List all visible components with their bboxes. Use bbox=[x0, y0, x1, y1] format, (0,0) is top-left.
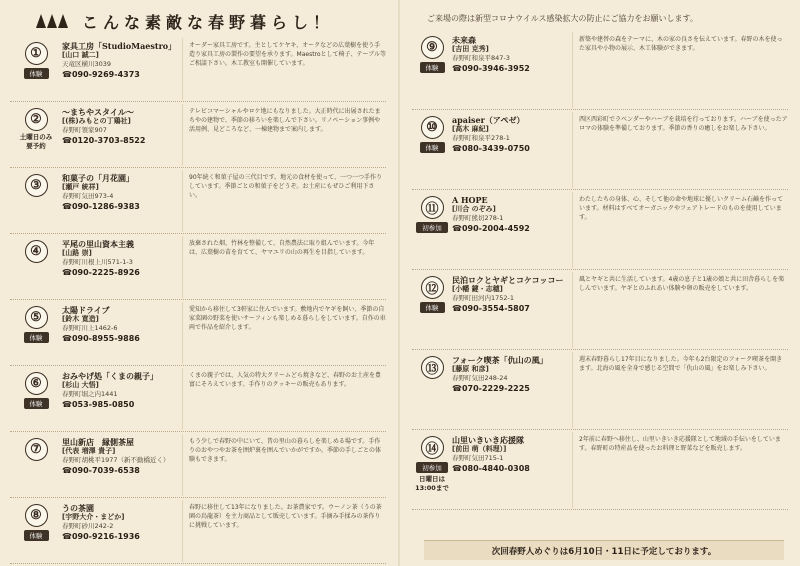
shop-description: もう少しで春野の中にいて、昔の里山の暮らしを楽しめる場です。手作りのおやつやお茶を囲炉裏を囲んでいかがですか。季節の手しごとの体験もできます。 bbox=[182, 434, 386, 496]
shop-description: 愛知から移住して3軒家に住んでいます。敷地内でヤギを飼い、季節の自家菜園の野菜を使いサーフィンも楽しめる暮らしをしています。自作の車両で作品を紹介します。 bbox=[182, 302, 386, 364]
entry-info bbox=[452, 112, 572, 188]
entry-info bbox=[452, 352, 572, 428]
shop-entry bbox=[10, 300, 386, 366]
experience-badge: 体験 bbox=[420, 142, 445, 153]
entry-info bbox=[452, 272, 572, 348]
entry-number: ⑬ bbox=[421, 356, 444, 379]
entry-info bbox=[62, 170, 182, 232]
entry-number-column bbox=[10, 236, 62, 298]
shop-entry bbox=[412, 190, 788, 270]
entry-number-column bbox=[412, 272, 452, 348]
owner-name: [吉田 克秀] bbox=[452, 45, 489, 54]
entry-info bbox=[62, 500, 182, 562]
shop-name: 和菓子の「月花園」 bbox=[62, 173, 134, 183]
shop-description: 週末春野暮らし17年目になりました。今年も2台限定のフォーク喫茶を開きます。北海の風を全身で感じる空間で「仇山の風」をお楽しみ下さい。 bbox=[572, 352, 788, 428]
entry-info bbox=[62, 368, 182, 430]
entry-number-column bbox=[10, 170, 62, 232]
experience-badge: 初参加 bbox=[416, 222, 448, 233]
owner-name: [宇野大介・まどか] bbox=[62, 513, 125, 522]
shop-name: 山里いきいき応援隊 bbox=[452, 435, 524, 445]
phone-number[interactable]: ☎080-3439-0750 bbox=[452, 143, 530, 153]
shop-address: 春野町気田973-4 bbox=[62, 192, 114, 201]
owner-name: [杉山 大悟] bbox=[62, 381, 99, 390]
phone-number[interactable]: ☎090-7039-6538 bbox=[62, 465, 140, 475]
entry-info bbox=[62, 434, 182, 496]
shop-entry bbox=[412, 110, 788, 190]
owner-name: [高木 麻紀] bbox=[452, 125, 489, 134]
shop-description: オーダー家具工房です。主としてケヤキ、オークなどの広葉樹を使う手造り家具工房の製作の要望を承ります。Maestroとして椅子、テーブル等ご相談下さい。木工教室も開催しています。 bbox=[182, 38, 386, 100]
shop-name: 太陽ドライブ bbox=[62, 305, 110, 315]
shop-name: 民泊ロクとヤギとコケコッコー bbox=[452, 275, 564, 285]
experience-badge: 体験 bbox=[420, 302, 445, 313]
shop-entry bbox=[10, 102, 386, 168]
phone-number[interactable]: ☎053-985-0850 bbox=[62, 399, 135, 409]
shop-description: 春野に移住して13年になりました。お茶農家です。ウーノン茶（うの茶園の烏龍茶）を主力商品として販売しています。手摘み手揉みの茶作りに挑戦しています。 bbox=[182, 500, 386, 562]
shop-name: apaiser（アペゼ） bbox=[452, 115, 525, 125]
shop-name: おみやげ処「くまの親子」 bbox=[62, 371, 158, 381]
shop-address: 春野町田河内1752-1 bbox=[452, 294, 515, 303]
shop-name: 未来森 bbox=[452, 35, 476, 45]
entry-number: ⑦ bbox=[25, 438, 48, 461]
entry-number: ⑪ bbox=[421, 196, 444, 219]
entry-number-column bbox=[412, 32, 452, 108]
footer-banner: 次回春野人めぐりは6月10日・11日に予定しております。 bbox=[424, 540, 784, 560]
shop-address: 春野町熊切278-1 bbox=[452, 214, 504, 223]
shop-name: 平尾の里山資本主義 bbox=[62, 239, 134, 249]
phone-number[interactable]: ☎090-3554-5807 bbox=[452, 303, 530, 313]
shop-address: 天竜区横川3039 bbox=[62, 60, 112, 69]
phone-number[interactable]: ☎080-4840-0308 bbox=[452, 463, 530, 473]
shop-entry bbox=[10, 234, 386, 300]
experience-badge: 体験 bbox=[24, 398, 49, 409]
shop-description: テレビコマーシャルやロケ地にもなりました。大正時代に出展されたまちやの建物で、季節の移ろいを楽しんで下さい。リノベーション事例や活用例、見どころなど、一棟建物まで案内します。 bbox=[182, 104, 386, 166]
phone-number[interactable]: ☎0120-3703-8522 bbox=[62, 135, 146, 145]
entry-number: ⑥ bbox=[25, 372, 48, 395]
shop-description: 新築や建替の森をテーマに、木の家の良さを伝えています。春野の木を使った家具や小物の展示、木工体験ができます。 bbox=[572, 32, 788, 108]
entry-note: 日曜日は13:00まで bbox=[415, 475, 449, 492]
shop-description: 2年前に春野へ移住し、山里いきいき応援隊として地域の手伝いをしています。春野町の特産品を使ったお料理と野菜などを販売します。 bbox=[572, 432, 788, 508]
entry-number-column bbox=[412, 112, 452, 188]
shop-name: A HOPE bbox=[452, 195, 488, 205]
entry-number: ⑧ bbox=[25, 504, 48, 527]
tree-icon bbox=[47, 14, 57, 28]
owner-name: [川合 のぞみ] bbox=[452, 205, 496, 214]
shop-address: 春野町和泉平847-3 bbox=[452, 54, 510, 63]
shop-entry bbox=[412, 350, 788, 430]
shop-name: ～まちやスタイル～ bbox=[62, 107, 134, 117]
entry-number: ⑭ bbox=[421, 436, 444, 459]
page-title: こんな素敵な春野暮らし！ bbox=[82, 12, 335, 32]
phone-number[interactable]: ☎090-1286-9383 bbox=[62, 201, 140, 211]
page-header bbox=[10, 6, 386, 36]
phone-number[interactable]: ☎070-2229-2225 bbox=[452, 383, 530, 393]
experience-badge: 初参加 bbox=[416, 462, 448, 473]
shop-address: 春野町堀之内1441 bbox=[62, 390, 118, 399]
entry-number: ⑫ bbox=[421, 276, 444, 299]
owner-name: [前田 萌（料理）] bbox=[452, 445, 507, 454]
shop-entry bbox=[412, 430, 788, 510]
entry-info bbox=[62, 38, 182, 100]
entry-info bbox=[62, 302, 182, 364]
shop-entry bbox=[10, 366, 386, 432]
shop-address: 春野町気田248-24 bbox=[452, 374, 508, 383]
owner-name: [山路 崇] bbox=[62, 249, 92, 258]
shop-description: わたしたちの身体、心、そして他の命や地球に優しいクリーム石鹸を作っています。材料はすべてオーガニックやフェアトレードのものを使用しています。 bbox=[572, 192, 788, 268]
shop-description: 西区西彩町でラベンダーやハーブを栽培を行っております。ハーブを使ったアロマの体験を準備しております。季節の香りの癒しをお楽しみ下さい。 bbox=[572, 112, 788, 188]
entry-number: ① bbox=[25, 42, 48, 65]
shop-address: 春野町砂川242-2 bbox=[62, 522, 114, 531]
shop-description: くまの親子では、人気の特大クリームどら焼きなど、春野のお土産を豊富にそろえています。手作りのクッキーの販売もあります。 bbox=[182, 368, 386, 430]
entry-number: ④ bbox=[25, 240, 48, 263]
left-page bbox=[0, 0, 396, 566]
owner-name: [鈴木 寛造] bbox=[62, 315, 99, 324]
shop-address: 春野町川上1462-6 bbox=[62, 324, 118, 333]
experience-badge: 体験 bbox=[24, 68, 49, 79]
shop-description: 放棄された畑、竹林を整備して、自然農法に取り組んでいます。今年は、広葉樹の苗を育てて、ヤマユリの山の再生を目指しています。 bbox=[182, 236, 386, 298]
shop-description: 90年続く和菓子屋の三代目です。地元の食材を使って、一つ一つ手作りしています。季節ごとの和菓子をどうぞ。お土産にもぜひご利用下さい。 bbox=[182, 170, 386, 232]
entry-number-column bbox=[10, 302, 62, 364]
entry-info bbox=[62, 104, 182, 166]
shop-description: 風とヤギと共に生活しています。4歳の息子と1歳の娘と共に田舎暮らしを楽しんでいます。ヤギとのふれあい体験や卵の販売をしています。 bbox=[572, 272, 788, 348]
entry-number-column bbox=[10, 500, 62, 562]
shop-name: うの茶園 bbox=[62, 503, 94, 513]
shop-entry bbox=[10, 432, 386, 498]
entry-number: ⑤ bbox=[25, 306, 48, 329]
entry-number-column bbox=[10, 38, 62, 100]
entry-number: ② bbox=[25, 108, 48, 131]
right-page bbox=[402, 0, 798, 566]
entry-number-column bbox=[10, 434, 62, 496]
phone-number[interactable]: ☎090-3946-3952 bbox=[452, 63, 530, 73]
phone-number[interactable]: ☎090-2225-8926 bbox=[62, 267, 140, 277]
tree-icons bbox=[36, 14, 68, 28]
shop-entry bbox=[10, 168, 386, 234]
phone-number[interactable]: ☎090-8955-9886 bbox=[62, 333, 140, 343]
shop-entry bbox=[412, 30, 788, 110]
entry-number: ⑨ bbox=[421, 36, 444, 59]
experience-badge: 体験 bbox=[24, 530, 49, 541]
phone-number[interactable]: ☎090-9216-1936 bbox=[62, 531, 140, 541]
shop-entry bbox=[10, 36, 386, 102]
shop-list-left bbox=[10, 36, 386, 564]
entry-number-column bbox=[10, 368, 62, 430]
shop-address: 春野町領家907 bbox=[62, 126, 107, 135]
entry-info bbox=[452, 192, 572, 268]
shop-address: 春野町胡桃平1977（新不動橋近く） bbox=[62, 456, 170, 465]
owner-name: [山口 誠二] bbox=[62, 51, 99, 60]
owner-name: [代表 増澤 貴子] bbox=[62, 447, 116, 456]
owner-name: [瀬戸 統祥] bbox=[62, 183, 99, 192]
phone-number[interactable]: ☎090-2004-4592 bbox=[452, 223, 530, 233]
entry-number-column bbox=[10, 104, 62, 166]
shop-entry bbox=[412, 270, 788, 350]
shop-name: フォーク喫茶「仇山の風」 bbox=[452, 355, 548, 365]
phone-number[interactable]: ☎090-9269-4373 bbox=[62, 69, 140, 79]
experience-badge: 体験 bbox=[420, 62, 445, 73]
owner-name: [小幡 鍵・志穂] bbox=[452, 285, 503, 294]
page-fold bbox=[398, 0, 400, 566]
owner-name: [(株)みもとの丁鶏社] bbox=[62, 117, 131, 126]
entry-number-column bbox=[412, 432, 452, 508]
shop-entry bbox=[10, 498, 386, 564]
shop-name: 家具工房「StudioMaestro」 bbox=[62, 41, 177, 51]
entry-number-column bbox=[412, 192, 452, 268]
entry-number: ③ bbox=[25, 174, 48, 197]
tree-icon bbox=[58, 14, 68, 28]
experience-badge: 体験 bbox=[24, 332, 49, 343]
entry-info bbox=[452, 432, 572, 508]
entry-number-column bbox=[412, 352, 452, 428]
owner-name: [藤原 和彦] bbox=[452, 365, 489, 374]
entry-info bbox=[452, 32, 572, 108]
shop-list-right bbox=[412, 30, 788, 510]
tree-icon bbox=[36, 14, 46, 28]
shop-name: 里山新店 縁側茶屋 bbox=[62, 437, 134, 447]
shop-address: 春野町川根上川571-1-3 bbox=[62, 258, 133, 267]
notice-text: ご来場の際は新型コロナウイルス感染拡大の防止にご協力をお願いします。 bbox=[427, 13, 698, 23]
entry-note: 土曜日のみ 要予約 bbox=[19, 133, 53, 150]
entry-number: ⑩ bbox=[421, 116, 444, 139]
entry-info bbox=[62, 236, 182, 298]
shop-address: 春野町気田715-1 bbox=[452, 454, 504, 463]
shop-address: 春野町和泉平278-1 bbox=[452, 134, 510, 143]
